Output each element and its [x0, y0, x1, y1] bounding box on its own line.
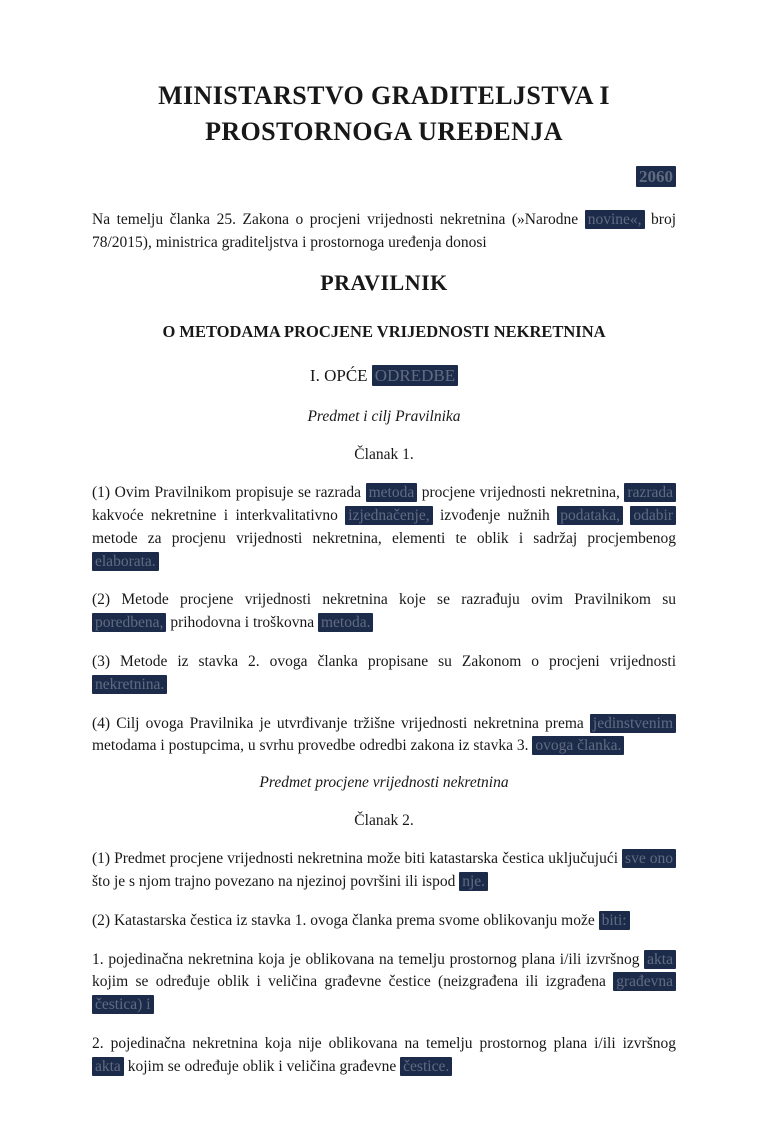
redacted-word: podataka,: [557, 506, 623, 525]
preamble-paragraph: [92, 209, 676, 255]
text-run: Članak 1.: [354, 446, 414, 464]
redacted-word: nje.: [459, 872, 488, 891]
redacted-word: metoda: [366, 483, 418, 502]
text-run: O METODAMA PROCJENE VRIJEDNOSTI NEKRETNINA: [162, 322, 606, 342]
article2-item-2: [92, 1033, 676, 1079]
title-line: PROSTORNOGA UREĐENJA: [205, 117, 563, 147]
text-run: broj 78/2015), ministrica graditeljstva i prostornoga uređenja donosi: [92, 210, 676, 251]
text-run: procjene vrijednosti nekretnina,: [417, 484, 625, 502]
redacted-word: odabir: [630, 506, 676, 525]
subtitle-heading: [92, 322, 676, 342]
redacted-word: ODREDBE: [372, 365, 458, 386]
text-run: (4) Cilj ovoga Pravilnika je utvrđivanje tržišne vrijednosti nekretnina prema: [92, 714, 590, 732]
redacted-word: sve ono: [622, 849, 676, 868]
text-run: kakvoće nekretnine i interkvalitativno: [92, 507, 346, 525]
redacted-word: poredbena,: [92, 613, 166, 632]
article1-paragraph-2: [92, 589, 676, 635]
redacted-word: izjednačenje,: [345, 506, 432, 525]
document-number: [92, 167, 676, 187]
text-run: Članak 2.: [354, 812, 414, 830]
article2-paragraph-2: [92, 910, 676, 933]
text-run: kojim se određuje oblik i veličina građevne: [123, 1057, 401, 1075]
redacted-word: 2060: [636, 166, 676, 187]
article2-item-1: [92, 949, 676, 1017]
text-run: metodama i postupcima, u svrhu provedbe odredbi zakona iz stavka 3.: [92, 737, 533, 755]
text-run: kojim se određuje oblik i veličina građevne čestice (neizgrađena ili izgrađena: [92, 973, 614, 991]
text-run: izvođenje nužnih: [432, 507, 558, 525]
article-heading-1: [92, 446, 676, 464]
text-run: (2) Katastarska čestica iz stavka 1. ovoga članka prema svome oblikovanju može: [92, 911, 599, 929]
ministry-title: [92, 78, 676, 151]
text-run: (1) Predmet procjene vrijednosti nekretnina može biti katastarska čestica uključujući: [92, 850, 623, 868]
document-body: [92, 78, 676, 1078]
text-run: metode za procjenu vrijednosti nekretnina, elementi te oblik i sadržaj procjembenog: [92, 529, 676, 547]
redacted-word: čestice.: [400, 1057, 452, 1076]
redacted-word: elaborata.: [92, 552, 159, 571]
text-run: Predmet i cilj Pravilnika: [307, 408, 461, 426]
text-run: što je s njom trajno povezano na njezinoj površini ili ispod: [92, 872, 460, 890]
text-run: prihodovna i troškovna: [166, 614, 318, 632]
text-run: (2) Metode procjene vrijednosti nekretnina koje se razrađuju ovim Pravilnikom su: [92, 591, 676, 609]
redacted-word: akta: [644, 950, 676, 969]
redacted-word: novine«,: [585, 210, 645, 229]
redacted-word: građevna: [613, 972, 676, 991]
article1-paragraph-1: [92, 482, 676, 573]
text-run: 1. pojedinačna nekretnina koja je oblikovana na temelju prostornog plana i/ili izvršnog: [92, 950, 645, 968]
text-run: 2. pojedinačna nekretnina koja nije oblikovana na temelju prostornog plana i/ili izvršnog: [92, 1034, 676, 1052]
text-run: Predmet procjene vrijednosti nekretnina: [259, 774, 509, 792]
text-run: I. OPĆE: [309, 366, 372, 386]
redacted-word: metoda.: [318, 613, 374, 632]
title-line: MINISTARSTVO GRADITELJSTVA I: [158, 81, 610, 110]
redacted-word: akta: [92, 1057, 124, 1076]
text-run: (3) Metode iz stavka 2. ovoga članka propisane su Zakonom o procjeni vrijednosti: [92, 653, 676, 671]
article1-paragraph-4: [92, 713, 676, 759]
text-run: Na temelju članka 25. Zakona o procjeni vrijednosti nekretnina (»Narodne: [92, 210, 585, 228]
redacted-word: ovoga članka.: [532, 736, 624, 755]
section-subtitle: [92, 408, 676, 426]
article2-paragraph-1: [92, 848, 676, 894]
chapter-heading: [92, 366, 676, 386]
article1-paragraph-3: [92, 651, 676, 697]
redacted-word: čestica) i: [92, 995, 154, 1014]
text-run: PRAVILNIK: [320, 270, 448, 296]
redacted-word: jedinstvenim: [590, 714, 676, 733]
pravilnik-heading: [92, 270, 676, 296]
text-run: (1) Ovim Pravilnikom propisuje se razrada: [92, 484, 366, 502]
redacted-word: biti:: [599, 911, 630, 930]
article-heading-2: [92, 812, 676, 830]
section-subtitle-2: [92, 774, 676, 792]
redacted-word: razrada: [624, 483, 676, 502]
redacted-word: nekretnina.: [92, 675, 167, 694]
